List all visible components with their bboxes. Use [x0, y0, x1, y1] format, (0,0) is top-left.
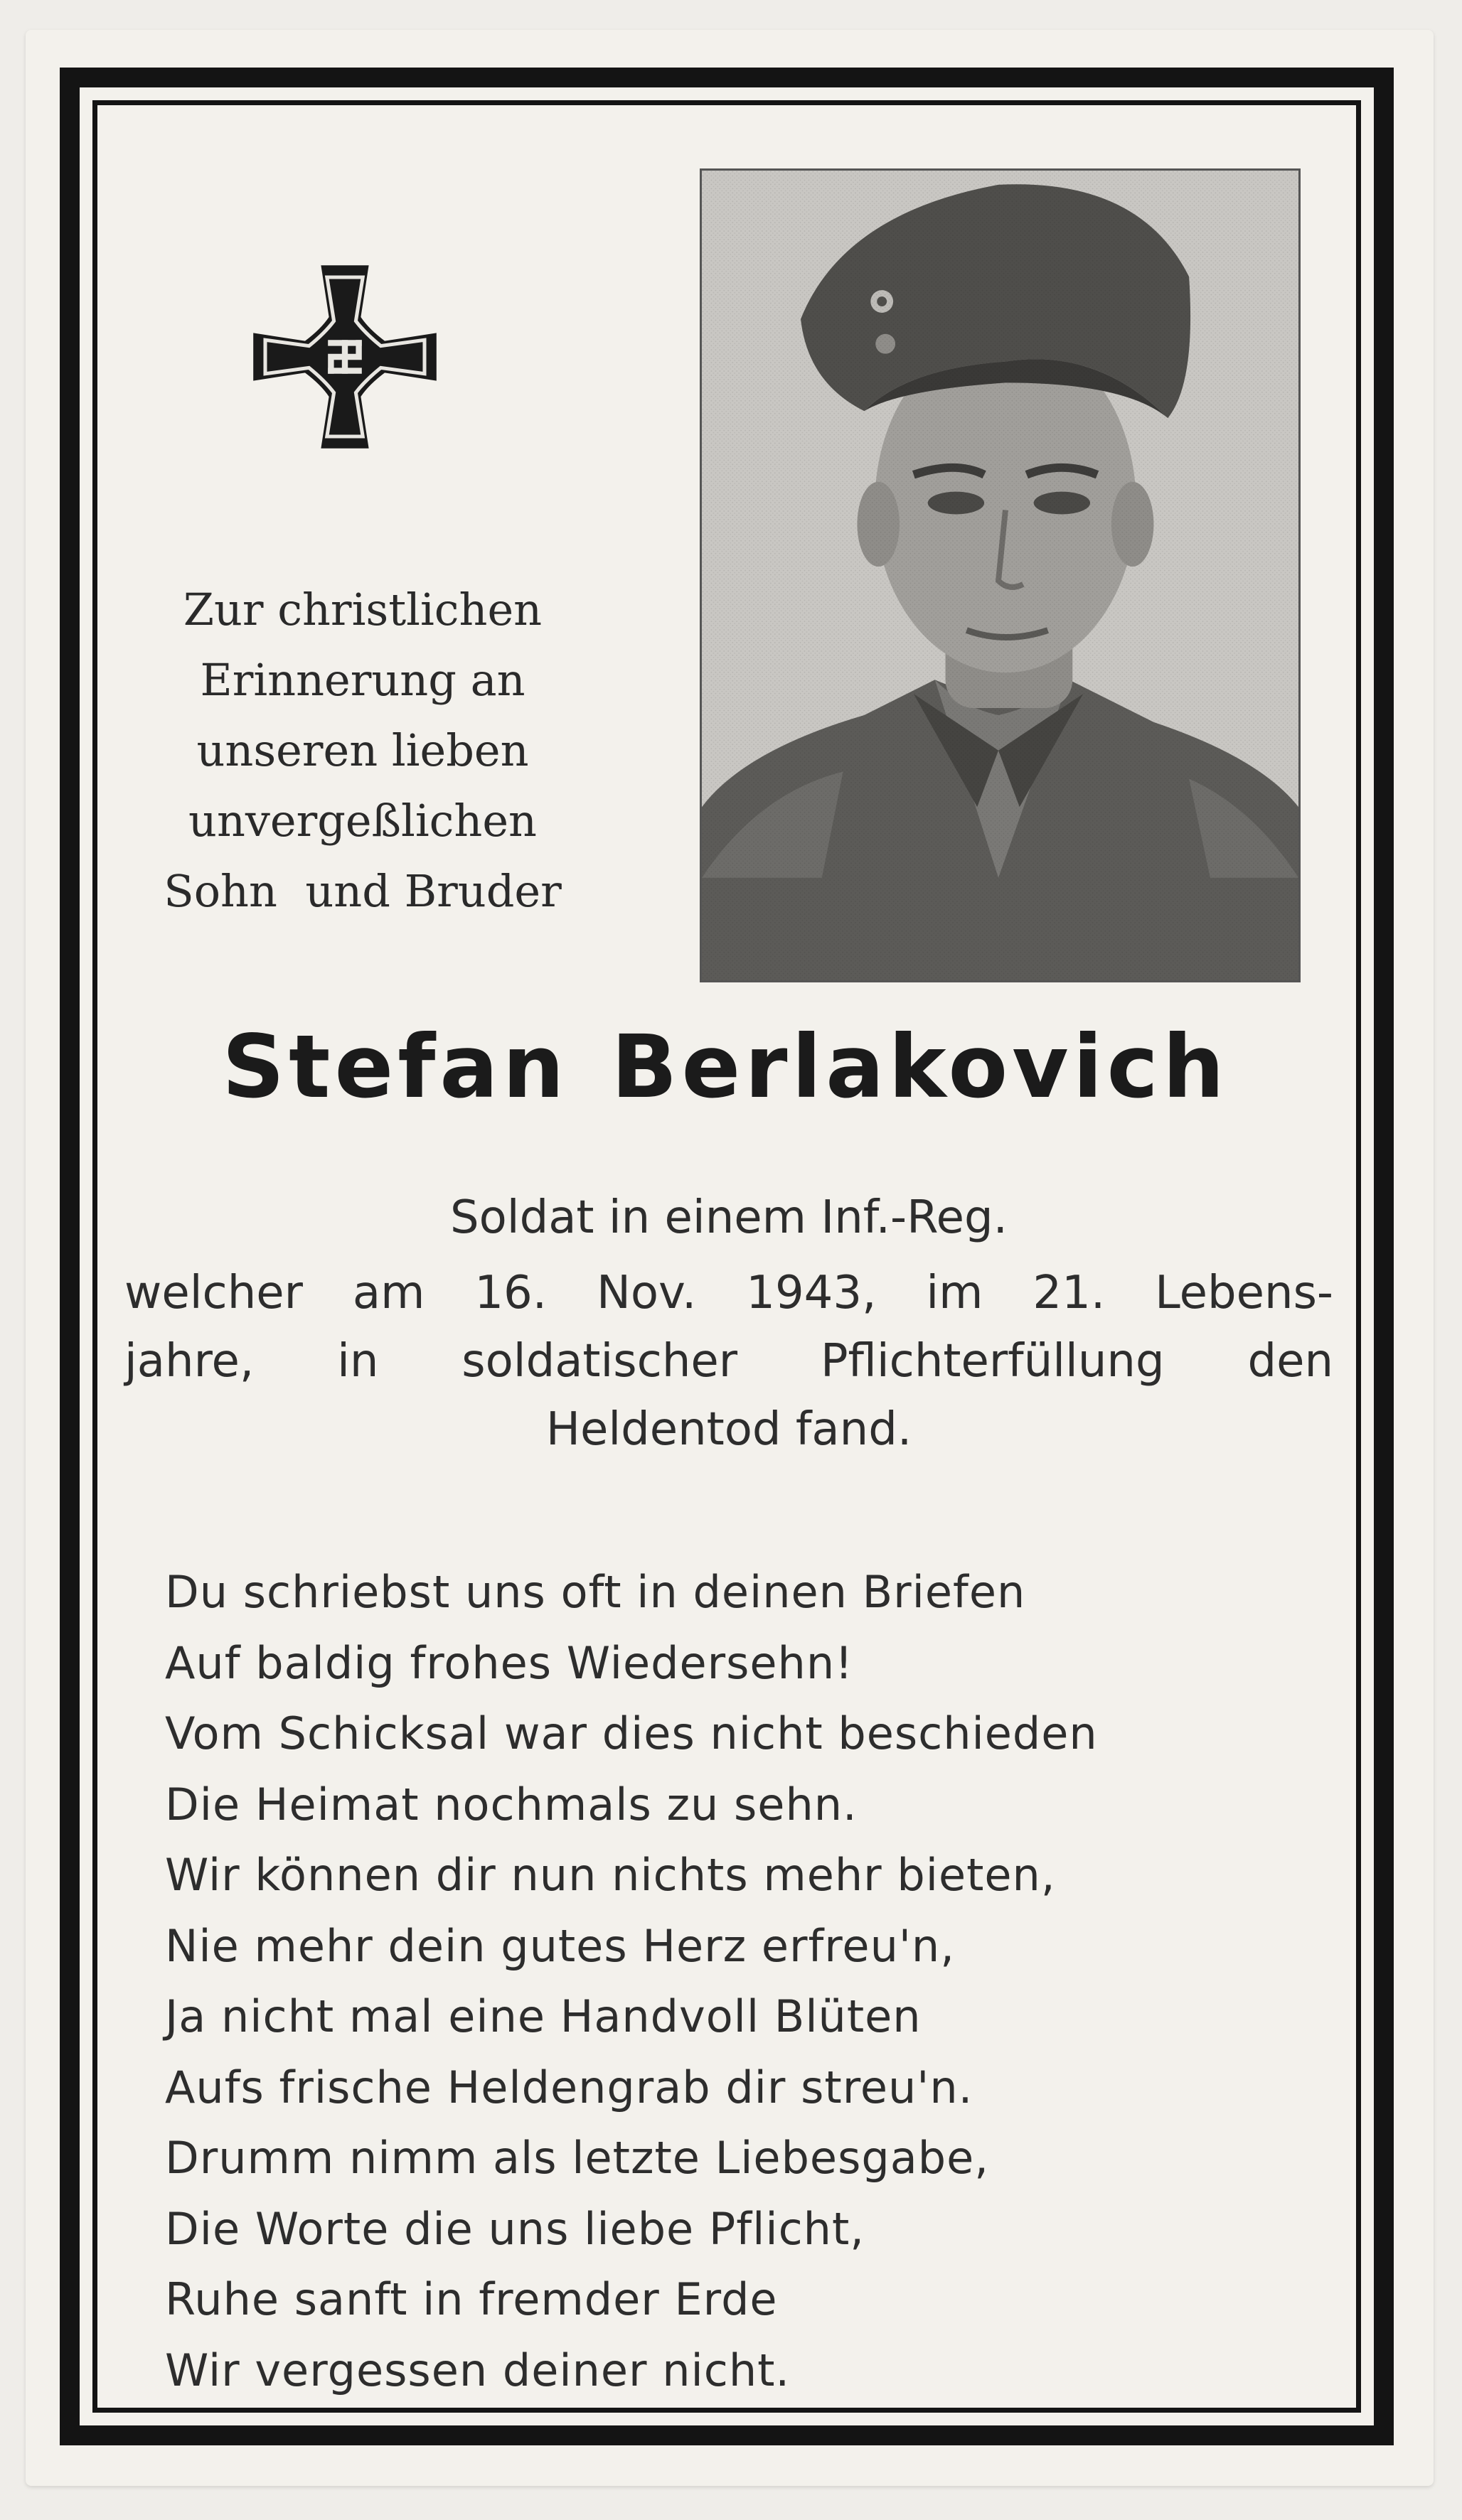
poem-line: Drumm nimm als letzte Liebesgabe,: [165, 2132, 989, 2184]
last-name: Berlakovich: [611, 1017, 1229, 1117]
intro-line: Erinnerung an: [200, 654, 525, 706]
death-line: Heldentod fand.: [545, 1403, 912, 1456]
poem-line: Vom Schicksal war dies nicht beschieden: [165, 1707, 1098, 1759]
first-name: Stefan: [222, 1017, 569, 1117]
intro-line: Sohn und Bruder: [164, 865, 562, 917]
death-line: welcher am 16. Nov. 1943, im 21. Lebens-: [124, 1267, 1333, 1319]
poem-line: Aufs frische Heldengrab dir streu'n.: [165, 2061, 973, 2113]
poem-line: Du schriebst uns oft in deinen Briefen: [165, 1566, 1026, 1618]
poem-line: Nie mehr dein gutes Herz erfreu'n,: [165, 1919, 955, 1972]
poem-line: Wir vergessen deiner nicht.: [165, 2344, 791, 2396]
deceased-name: [85, 1017, 1365, 1117]
intro-line: Zur christlichen: [183, 584, 543, 636]
iron-cross-icon: [245, 257, 444, 456]
obituary-text: [124, 1184, 1333, 1464]
rank-line: Soldat in einem Inf.-Reg.: [450, 1191, 1008, 1244]
intro-line: unseren lieben: [196, 724, 529, 776]
intro-line: unvergeßlichen: [188, 795, 537, 847]
death-line: jahre, in soldatischer Pflichterfüllung den: [124, 1335, 1333, 1388]
intro-text: [107, 574, 619, 926]
poem-line: Ruhe sanft in fremder Erde: [165, 2273, 778, 2325]
memorial-poem: [165, 1557, 1374, 2406]
poem-line: Ja nicht mal eine Handvoll Blüten: [165, 1990, 922, 2042]
poem-line: Wir können dir nun nichts mehr bieten,: [165, 1849, 1056, 1901]
poem-line: Die Worte die uns liebe Pflicht,: [165, 2202, 865, 2255]
soldier-portrait-photo: [700, 168, 1301, 982]
poem-line: Auf baldig frohes Wiedersehn!: [165, 1636, 853, 1689]
poem-line: Die Heimat nochmals zu sehn.: [165, 1778, 858, 1830]
